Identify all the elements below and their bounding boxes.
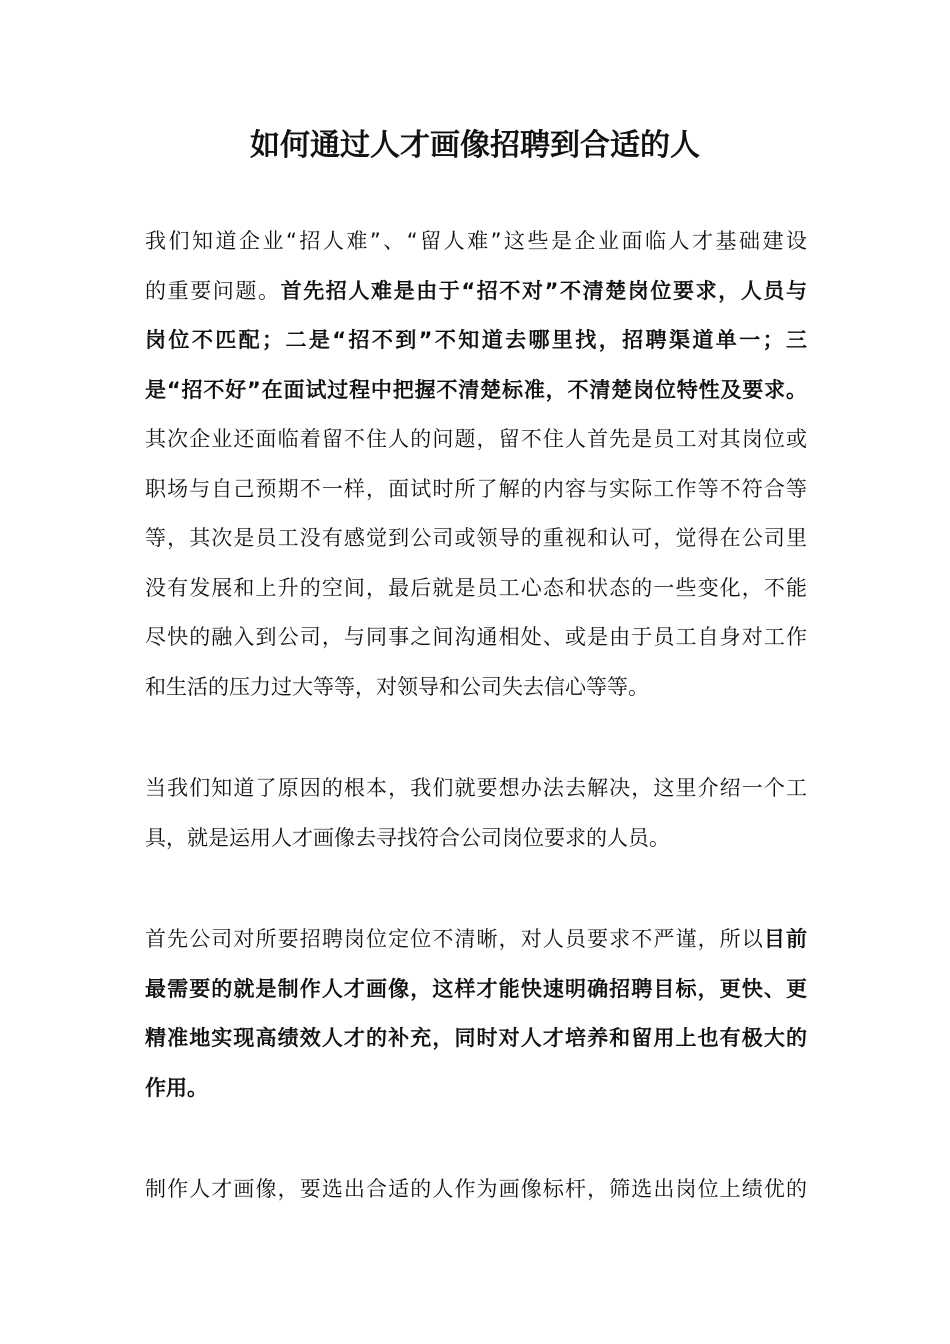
paragraph — [145, 1170, 807, 1220]
text: 具，就是运用人才画像去寻找符合公司岗位要求的人员。 — [145, 825, 670, 850]
text-line — [145, 1170, 807, 1220]
text-line — [145, 569, 807, 619]
text-line — [145, 920, 807, 970]
text-line — [145, 420, 807, 470]
text: 当我们知道了原因的根本，我们就要想办法去解决，这里介绍一个工 — [145, 776, 807, 800]
text-line — [145, 371, 807, 421]
text-line — [145, 1019, 807, 1069]
text: 的重要问题。 — [145, 278, 281, 303]
text: 和生活的压力过大等等，对领导和公司失去信心等等。 — [145, 674, 649, 699]
text-line — [145, 618, 807, 668]
text: 制作人才画像，要选出合适的人作为画像标杆，筛选出岗位上绩优的 — [145, 1177, 807, 1201]
text: 首先公司对所要招聘岗位定位不清晰，对人员要求不严谨，所以 — [145, 927, 764, 951]
text: 没有发展和上升的空间，最后就是员工心态和状态的一些变化，不能 — [145, 575, 807, 600]
text-line — [145, 519, 807, 569]
text-line — [145, 470, 807, 520]
text-line — [145, 272, 807, 322]
bold-text: 精准地实现高绩效人才的补充，同时对人才培养和留用上也有极大的 — [145, 1026, 807, 1050]
bold-text: 最需要的就是制作人才画像，这样才能快速明确招聘目标，更快、更 — [145, 976, 807, 1001]
bold-text: 是“招不好”在面试过程中把握不清楚标准，不清楚岗位特性及要求。 — [145, 377, 807, 402]
bold-text: 岗位不匹配；二是“招不到”不知道去哪里找，招聘渠道单一；三 — [145, 328, 807, 352]
bold-text: 作用。 — [145, 1075, 208, 1100]
text-line — [145, 668, 807, 718]
text-line — [145, 222, 807, 272]
document-title: 如何通过人才画像招聘到合适的人 — [250, 128, 700, 163]
text: 等，其次是员工没有感觉到公司或领导的重视和认可，觉得在公司里 — [145, 526, 807, 550]
text-line — [145, 1069, 807, 1119]
text: 我们知道企业“招人难”、“留人难”这些是企业面临人才基础建设 — [145, 229, 807, 253]
text: 其次企业还面临着留不住人的问题，留不住人首先是员工对其岗位或 — [145, 427, 807, 451]
text-line — [145, 321, 807, 371]
text: 职场与自己预期不一样，面试时所了解的内容与实际工作等不符合等 — [145, 476, 807, 501]
bold-text: 首先招人难是由于“招不对”不清楚岗位要求，人员与 — [280, 278, 808, 303]
text-line — [145, 819, 807, 869]
paragraph — [145, 920, 807, 1118]
text: 尽快的融入到公司，与同事之间沟通相处、或是由于员工自身对工作 — [145, 625, 807, 649]
paragraph — [145, 769, 807, 868]
document-body — [145, 222, 807, 1272]
bold-text: 目前 — [763, 927, 808, 951]
paragraph — [145, 222, 807, 717]
text-line — [145, 970, 807, 1020]
text-line — [145, 769, 807, 819]
